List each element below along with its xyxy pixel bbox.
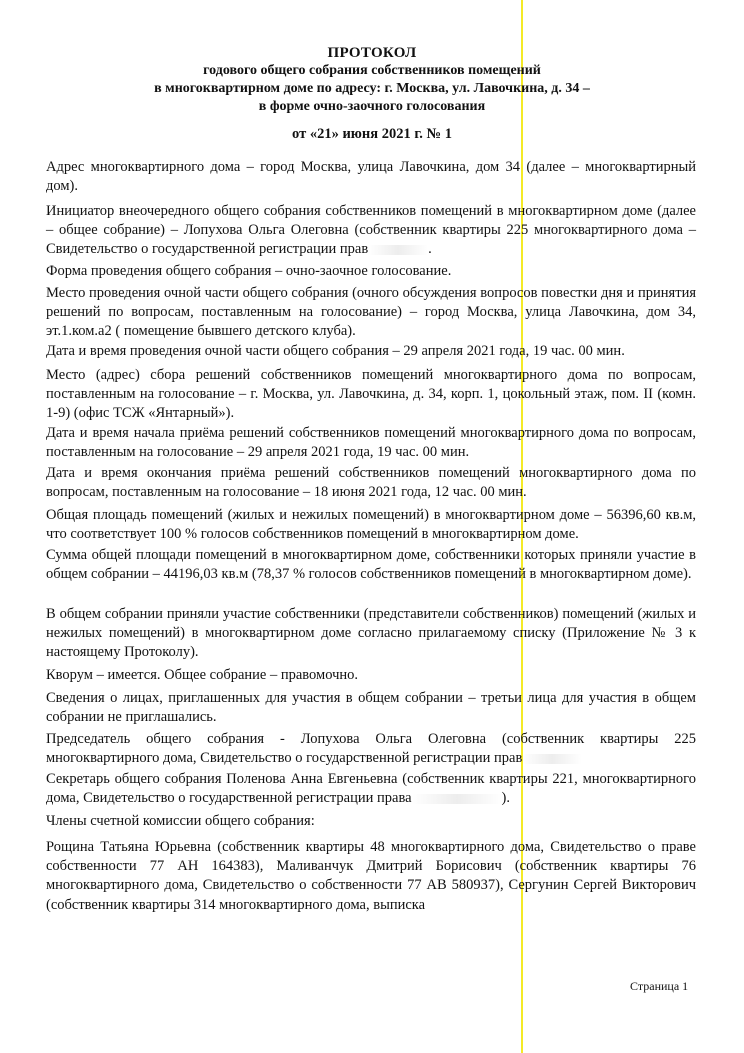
paragraph-quorum: Кворум – имеется. Общее собрание – правомочно.: [46, 667, 358, 683]
page-number: Страница 1: [630, 979, 689, 993]
paragraph-commission-heading: Члены счетной комиссии общего собрания:: [46, 813, 315, 829]
title: ПРОТОКОЛ: [327, 45, 417, 61]
paragraph-participants: В общем собрании приняли участие собственники (представители собственников) помещений (жилых и нежилых помещений) в многоквартирном доме согласно прилагаемому списку (Приложение № 3 к настоящему Протоколу).: [46, 606, 696, 661]
paragraph-start-date: Дата и время начала приёма решений собственников помещений многоквартирного дома по вопросам, поставленным на голосование – 29 апреля 2021 года, 19 час. 00 мин.: [46, 425, 696, 461]
paragraph-participating-area: Сумма общей площади помещений в многоквартирном доме, собственники которых приняли участие в общем собрании – 44196,03 кв.м (78,37 % голосов собственников помещений в многоквартирном доме).: [46, 547, 696, 583]
paragraph-secretary: Секретарь общего собрания Поленова Анна Евгеньевна (собственник квартиры 221, многоквартирного дома, Свидетельство о государственной регистрации права ).: [46, 771, 696, 807]
paragraph-collection-place: Место (адрес) сбора решений собственников помещений многоквартирного дома по вопросам, поставленным на голосование – г. Москва, ул. Лавочкина, д. 34, корп. 1, цокольный этаж, пом. II (комн. 1-9) (офис ТСЖ «Янтарный»).: [46, 367, 696, 422]
paragraph-chairman: Председатель общего собрания - Лопухова Ольга Олеговна (собственник квартиры 225 многоквартирного дома, Свидетельство о государственной регистрации прав: [46, 731, 696, 767]
redacted-area: [412, 794, 502, 804]
paragraph-end-date: Дата и время окончания приёма решений собственников помещений многоквартирного дома по вопросам, поставленным на голосование – 18 июня 2021 года, 12 час. 00 мин.: [46, 465, 696, 501]
redacted-area: [522, 754, 582, 764]
subtitle-line-3: в форме очно-заочного голосования: [258, 99, 486, 114]
paragraph-meeting-date: Дата и время проведения очной части общего собрания – 29 апреля 2021 года, 19 час. 00 мин.: [46, 343, 625, 359]
paragraph-address: Адрес многоквартирного дома – город Москва, улица Лавочкина, дом 34 (далее – многоквартирный дом).: [46, 159, 696, 195]
paragraph-commission-members: Рощина Татьяна Юрьевна (собственник квартиры 48 многоквартирного дома, Свидетельство о праве собственности 77 АН 164383), Маливанчук Дмитрий Борисович (собственник квартиры 76 многоквартирного дома, Свидетельство о собственности 77 АВ 580937), Сергунин Сергей Викторович (собственник квартиры 314 многоквартирного дома, выписка: [46, 839, 696, 913]
redacted-area: [368, 245, 428, 255]
paragraph-initiator: Инициатор внеочередного общего собрания собственников помещений в многоквартирном доме (далее – общее собрание) – Лопухова Ольга Олеговна (собственник квартиры 225 многоквартирного дома – Свидетельство о государственной регистрации прав .: [46, 203, 696, 258]
paragraph-form: Форма проведения общего собрания – очно-заочное голосование.: [46, 263, 452, 279]
protocol-date-number: от «21» июня 2021 г. № 1: [292, 126, 452, 142]
paragraph-total-area: Общая площадь помещений (жилых и нежилых помещений) в многоквартирном доме – 56396,60 кв.м, что соответствует 100 % голосов собственников помещений в многоквартирном доме.: [46, 507, 696, 543]
subtitle-line-2: в многоквартирном доме по адресу: г. Москва, ул. Лавочкина, д. 34 –: [154, 81, 590, 96]
subtitle-line-1: годового общего собрания собственников помещений: [203, 63, 541, 78]
paragraph-place: Место проведения очной части общего собрания (очного обсуждения вопросов повестки дня и принятия решений по вопросам, поставленным на голосование) – город Москва, улица Лавочкина, дом 34, эт.1.ком.а2 ( помещение бывшего детского клуба).: [46, 285, 696, 340]
paragraph-invited: Сведения о лицах, приглашенных для участия в общем собрании – третьи лица для участия в общем собрании не приглашались.: [46, 690, 696, 726]
